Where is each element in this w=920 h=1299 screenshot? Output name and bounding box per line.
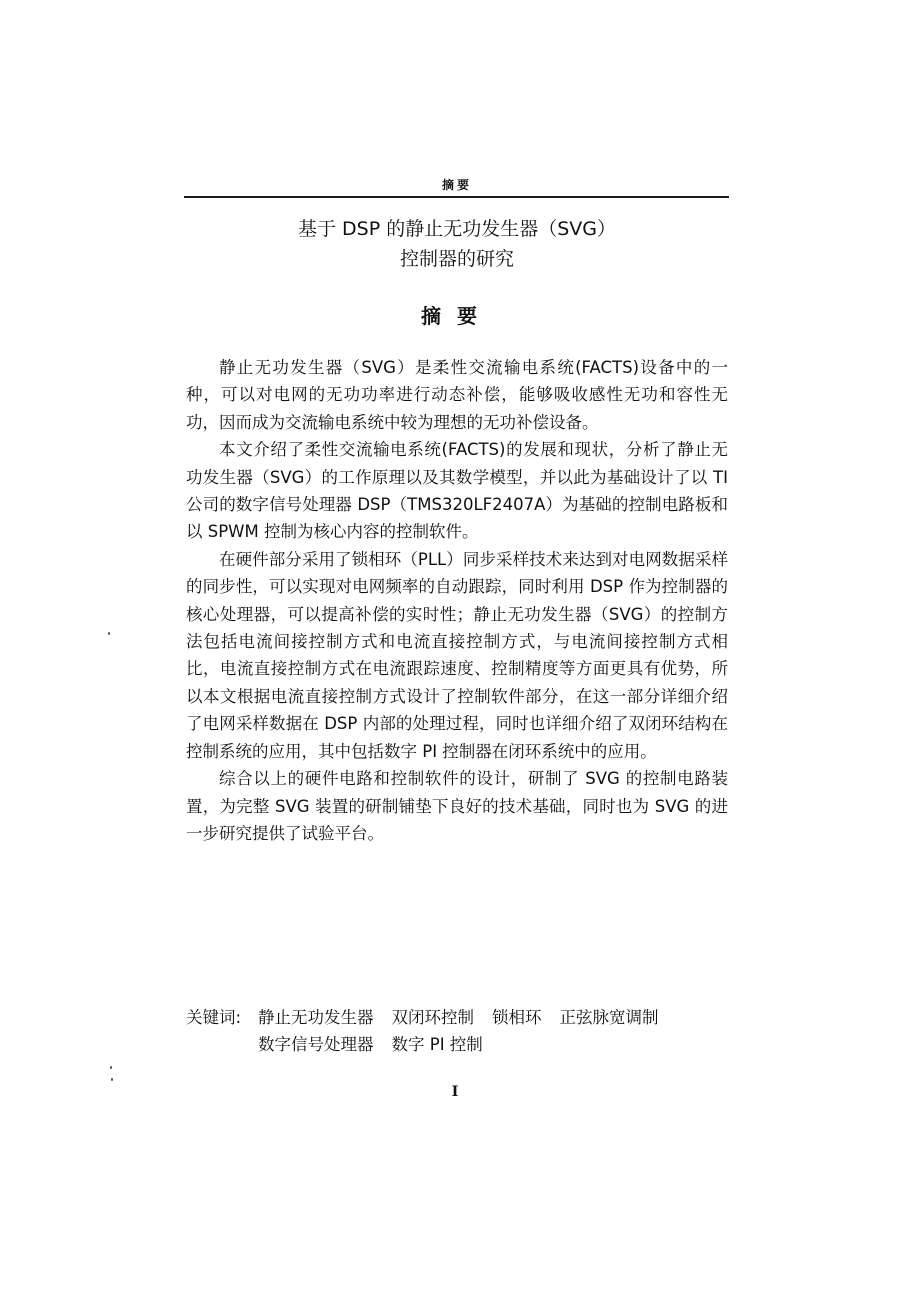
title-line-1: 基于 DSP 的静止无功发生器（SVG） [297, 218, 616, 240]
keywords-row-1 [186, 1004, 746, 1031]
keywords-block [186, 1004, 746, 1058]
running-header: 摘要 [441, 178, 472, 192]
keyword: 数字信号处理器 [258, 1035, 374, 1054]
keyword: 数字 PI 控制 [391, 1035, 483, 1054]
abstract-paragraph-1: 静止无功发生器（SVG）是柔性交流输电系统(FACTS)设备中的一种，可以对电网的无功功率进行动态补偿，能够吸收感性无功和容性无功，因而成为交流输电系统中较为理想的无功补偿设备。 [186, 358, 728, 432]
scan-speck [108, 632, 110, 635]
keyword: 锁相环 [492, 1008, 542, 1027]
keyword: 双闭环控制 [391, 1008, 474, 1027]
abstract-paragraph-4: 综合以上的硬件电路和控制软件的设计，研制了 SVG 的控制电路装置，为完整 SVG 装置的研制铺垫下良好的技术基础，同时也为 SVG 的进一步研究提供了试验平台。 [186, 769, 728, 843]
scan-speck [110, 1066, 112, 1069]
abstract-heading: 摘要 [421, 304, 493, 328]
header-rule [184, 196, 729, 198]
keywords-row-2 [186, 1031, 746, 1058]
keyword: 正弦脉宽调制 [559, 1008, 659, 1027]
abstract-paragraph-2: 本文介绍了柔性交流输电系统(FACTS)的发展和现状，分析了静止无功发生器（SVG）的工作原理以及其数学模型，并以此为基础设计了以 TI 公司的数字信号处理器 DSP（TMS320LF2407A）为基础的控制电路板和以 SPWM 控制为核心内容的控制软件。 [186, 440, 728, 542]
abstract-body [186, 354, 728, 847]
page-number: I [451, 1084, 459, 1100]
keyword: 静止无功发生器 [258, 1008, 374, 1027]
keywords-label: 关键词: [186, 1008, 242, 1027]
title-line-2: 控制器的研究 [399, 248, 514, 270]
abstract-paragraph-3: 在硬件部分采用了锁相环（PLL）同步采样技术来达到对电网数据采样的同步性，可以实现对电网频率的自动跟踪，同时利用 DSP 作为控制器的核心处理器，可以提高补偿的实时性；静止无功发生器（SVG）的控制方法包括电流间接控制方式和电流直接控制方式，与电流间接控制方式相比，电流直接控制方式在电流跟踪速度、控制精度等方面更具有优势，所以本文根据电流直接控制方式设计了控制软件部分，在这一部分详细介绍了电网采样数据在 DSP 内部的处理过程，同时也详细介绍了双闭环结构在控制系统的应用，其中包括数字 PI 控制器在闭环系统中的应用。 [186, 549, 728, 761]
scan-speck [111, 1078, 113, 1081]
paper-title [186, 214, 728, 274]
